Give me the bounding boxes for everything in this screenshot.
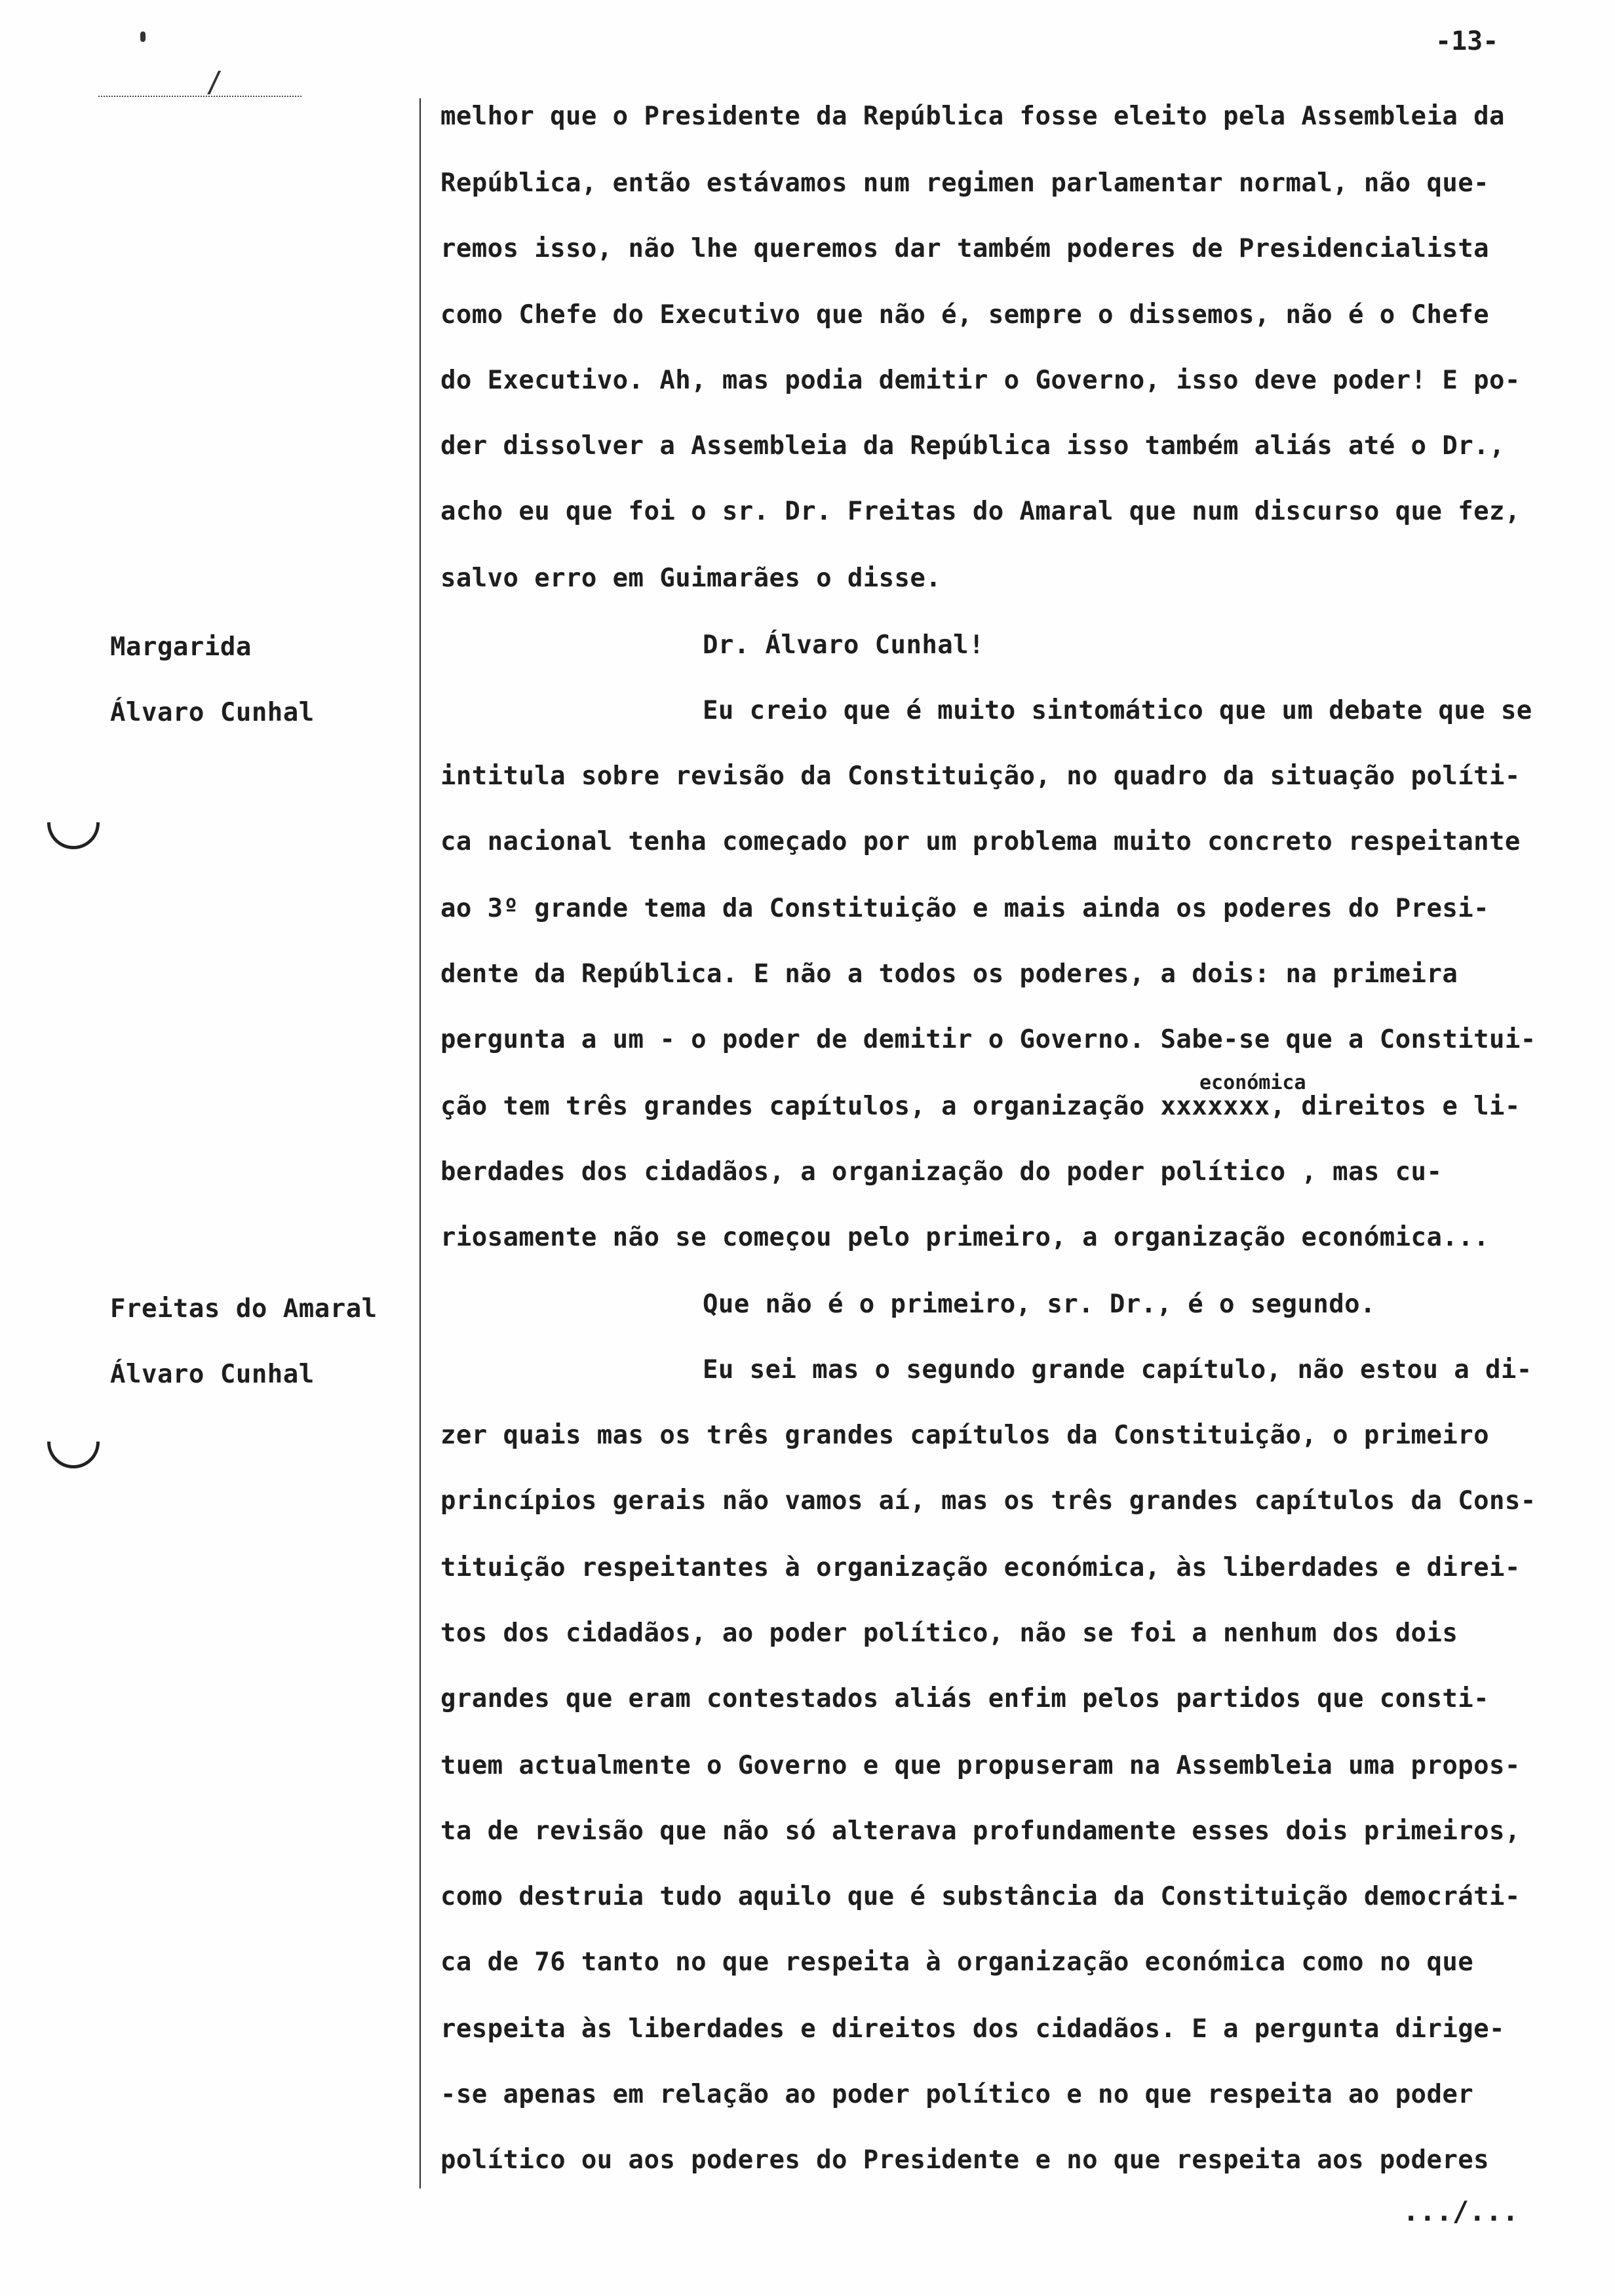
- text-line: político ou aos poderes do Presidente e no que respeita aos poderes: [440, 2145, 1489, 2175]
- text-line: ca nacional tenha começado por um problema muito concreto respeitante: [440, 827, 1521, 856]
- text-line: respeita às liberdades e direitos dos cidadãos. E a pergunta dirige-: [440, 2014, 1505, 2044]
- text-line: ca de 76 tanto no que respeita à organização económica como no que: [440, 1947, 1474, 1977]
- speaker-label-freitas-do-amaral: Freitas do Amaral: [110, 1294, 378, 1324]
- text-line: Dr. Álvaro Cunhal!: [703, 630, 984, 660]
- text-line: princípios gerais não vamos aí, mas os três grandes capítulos da Cons-: [440, 1486, 1536, 1516]
- page-number: -13-: [1435, 26, 1499, 56]
- ink-mark: [140, 31, 146, 42]
- text-line: zer quais mas os três grandes capítulos da Constituição, o primeiro: [440, 1421, 1489, 1450]
- text-line: grandes que eram contestados aliás enfim pelos partidos que consti-: [440, 1684, 1489, 1713]
- continuation-mark: .../...: [1403, 2195, 1519, 2227]
- text-line: ção tem três grandes capítulos, a organização xxxxxxx, direitos e li-: [440, 1092, 1521, 1121]
- text-line: intitula sobre revisão da Constituição, no quadro da situação políti-: [440, 761, 1521, 791]
- text-line: riosamente não se começou pelo primeiro, a organização económica...: [440, 1223, 1489, 1252]
- margin-rule: [419, 98, 421, 2189]
- corner-slash-mark: /: [206, 66, 224, 99]
- text-line: salvo erro em Guimarães o disse.: [440, 564, 942, 593]
- text-line: tuem actualmente o Governo e que propuseram na Assembleia uma propos-: [440, 1751, 1521, 1780]
- corner-dotted-line: [98, 73, 302, 97]
- text-line: do Executivo. Ah, mas podia demitir o Governo, isso deve poder! E po-: [440, 366, 1521, 395]
- text-line: Que não é o primeiro, sr. Dr., é o segundo.: [703, 1290, 1376, 1319]
- text-line: der dissolver a Assembleia da República isso também aliás até o Dr.,: [440, 431, 1505, 461]
- text-line: dente da República. E não a todos os poderes, a dois: na primeira: [440, 959, 1458, 989]
- speaker-label-alvaro-cunhal: Álvaro Cunhal: [110, 698, 315, 727]
- speaker-label-margarida: Margarida: [110, 632, 252, 662]
- text-line: acho eu que foi o sr. Dr. Freitas do Amaral que num discurso que fez,: [440, 497, 1521, 526]
- text-line: melhor que o Presidente da República fosse eleito pela Assembleia da: [440, 102, 1505, 131]
- text-line: remos isso, não lhe queremos dar também poderes de Presidencialista: [440, 234, 1489, 263]
- margin-bracket-mark: [47, 1442, 100, 1468]
- text-line: Eu sei mas o segundo grande capítulo, não estou a di-: [703, 1355, 1532, 1385]
- text-line: como destruia tudo aquilo que é substância da Constituição democráti-: [440, 1882, 1521, 1911]
- text-line: ta de revisão que não só alterava profundamente esses dois primeiros,: [440, 1816, 1521, 1846]
- margin-bracket-mark: [47, 822, 100, 849]
- text-line: República, então estávamos num regimen parlamentar normal, não que-: [440, 168, 1489, 198]
- text-line: tituição respeitantes à organização económica, às liberdades e direi-: [440, 1553, 1521, 1582]
- text-line: berdades dos cidadãos, a organização do poder político , mas cu-: [440, 1157, 1443, 1187]
- text-line: Eu creio que é muito sintomático que um debate que se: [703, 696, 1532, 725]
- text-line: -se apenas em relação ao poder político e no que respeita ao poder: [440, 2080, 1474, 2109]
- text-line: como Chefe do Executivo que não é, sempre o dissemos, não é o Chefe: [440, 300, 1489, 330]
- text-line: ao 3º grande tema da Constituição e mais ainda os poderes do Presi-: [440, 894, 1489, 923]
- text-line: pergunta a um - o poder de demitir o Governo. Sabe-se que a Constitui-: [440, 1025, 1536, 1054]
- interlinear-correction: económica: [1199, 1071, 1306, 1094]
- text-line: tos dos cidadãos, ao poder político, não se foi a nenhum dos dois: [440, 1618, 1458, 1648]
- speaker-label-alvaro-cunhal: Álvaro Cunhal: [110, 1360, 315, 1389]
